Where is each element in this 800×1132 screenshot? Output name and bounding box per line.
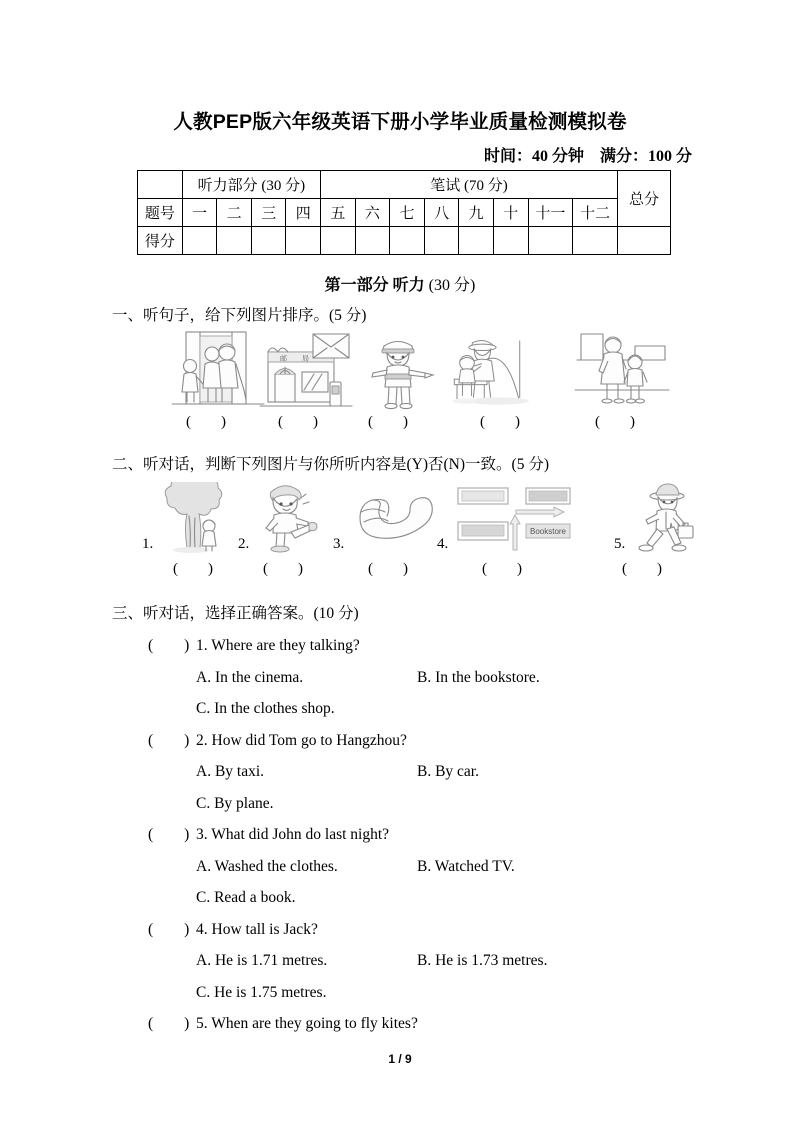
- question-3-answer-bracket[interactable]: ( ): [148, 826, 190, 843]
- question-1-text: 1. Where are they talking?: [196, 637, 360, 654]
- picture-number-3: 3.: [333, 536, 345, 552]
- header-written: 笔试 (70 分): [321, 171, 618, 199]
- section-1-picture-row: [0, 330, 800, 422]
- question-4-options-ab: [0, 945, 800, 977]
- picture-people-at-door: [168, 330, 268, 412]
- part-one-points: (30 分): [428, 277, 476, 294]
- question-4-options-c: [0, 977, 800, 1009]
- sock-icon: [348, 482, 442, 554]
- question-1-option-a[interactable]: A. In the cinema.: [196, 668, 304, 686]
- question-no-9: 九: [459, 199, 494, 227]
- score-cell-12[interactable]: [573, 227, 618, 255]
- question-5-answer-bracket[interactable]: ( ): [148, 1015, 190, 1032]
- boy-kicking-icon: [253, 482, 327, 554]
- picture-item-5: [614, 482, 699, 554]
- score-cell-11[interactable]: [528, 227, 573, 255]
- answer-bracket-5[interactable]: ( ): [595, 414, 635, 430]
- picture-fishing: [447, 330, 547, 412]
- question-3: [0, 819, 800, 914]
- question-1: [0, 630, 800, 725]
- score-cell-8[interactable]: [424, 227, 459, 255]
- question-2-answer-bracket[interactable]: ( ): [148, 731, 190, 749]
- answer-bracket-2[interactable]: ( ): [278, 414, 318, 430]
- question-2-options-ab: [0, 756, 800, 788]
- question-2-option-b[interactable]: B. By car.: [417, 763, 479, 780]
- score-cell-7[interactable]: [390, 227, 425, 255]
- row-label-question-no: 题号: [138, 199, 183, 227]
- svg-text:局: 局: [302, 355, 309, 363]
- picture-number-2: 2.: [238, 536, 250, 552]
- page-number: 1 / 9: [388, 1052, 412, 1066]
- question-3-option-c[interactable]: C. Read a book.: [196, 889, 296, 906]
- answer-bracket-2-5[interactable]: ( ): [622, 561, 662, 577]
- picture-post-office: [256, 330, 356, 412]
- score-table: [137, 170, 671, 255]
- table-row-question-numbers: [138, 199, 671, 227]
- walking-man-icon: [629, 482, 699, 554]
- question-no-11: 十一: [528, 199, 573, 227]
- question-2-option-a[interactable]: A. By taxi.: [196, 763, 265, 780]
- answer-bracket-2-2[interactable]: ( ): [263, 561, 303, 577]
- section-3-heading: 三、听对话，选择正确答案。(10 分): [112, 605, 359, 622]
- question-no-12: 十二: [573, 199, 618, 227]
- question-2: [0, 725, 800, 820]
- bookstore-map-label: Bookstore: [530, 527, 567, 536]
- part-one-title: 第一部分 听力: [324, 277, 425, 294]
- table-row-group-headers: [138, 171, 671, 199]
- exam-meta: [0, 143, 800, 166]
- question-4-option-a[interactable]: A. He is 1.71 metres.: [196, 952, 328, 969]
- question-2-options-c: [0, 788, 800, 820]
- score-cell-total[interactable]: [618, 227, 671, 255]
- question-1-option-c[interactable]: C. In the clothes shop.: [196, 700, 335, 717]
- picture-item-1: [142, 482, 235, 554]
- question-3-options-ab: [0, 851, 800, 883]
- score-cell-5[interactable]: [321, 227, 356, 255]
- question-4-option-c[interactable]: C. He is 1.75 metres.: [196, 983, 327, 1001]
- row-label-score: 得分: [138, 227, 183, 255]
- question-1-option-b[interactable]: B. In the bookstore.: [417, 668, 540, 686]
- question-no-10: 十: [493, 199, 528, 227]
- section-1-heading: 一、听句子，给下列图片排序。(5 分): [112, 307, 367, 324]
- score-cell-2[interactable]: [217, 227, 252, 255]
- question-3-line: [0, 819, 800, 851]
- header-listening: 听力部分 (30 分): [182, 171, 320, 199]
- question-2-text: 2. How did Tom go to Hangzhou?: [196, 731, 407, 749]
- picture-item-3: [333, 482, 442, 554]
- full-score: 满分：100 分: [599, 148, 692, 165]
- question-3-text: 3. What did John do last night?: [196, 826, 390, 843]
- tree-and-girl-icon: [157, 482, 235, 554]
- picture-number-4: 4.: [437, 536, 449, 552]
- table-row-scores: [138, 227, 671, 255]
- question-2-option-c[interactable]: C. By plane.: [196, 794, 274, 812]
- question-no-5: 五: [321, 199, 356, 227]
- question-1-line: [0, 630, 800, 662]
- question-no-4: 四: [286, 199, 321, 227]
- question-no-6: 六: [355, 199, 390, 227]
- question-1-options-c: [0, 693, 800, 725]
- picture-item-4: [437, 482, 572, 554]
- question-4-text: 4. How tall is Jack?: [196, 920, 318, 938]
- bookstore-map-icon: [452, 482, 572, 554]
- header-total: 总分: [618, 171, 671, 227]
- question-1-answer-bracket[interactable]: ( ): [148, 637, 190, 654]
- score-table-container: [137, 170, 671, 255]
- question-no-8: 八: [424, 199, 459, 227]
- score-cell-1[interactable]: [182, 227, 217, 255]
- answer-bracket-2-4[interactable]: ( ): [482, 561, 522, 577]
- answer-bracket-1[interactable]: ( ): [186, 414, 226, 430]
- section-3-questions: [0, 630, 800, 1040]
- part-one-heading: [0, 272, 800, 295]
- question-4-answer-bracket[interactable]: ( ): [148, 920, 190, 938]
- score-cell-4[interactable]: [286, 227, 321, 255]
- score-cell-3[interactable]: [251, 227, 286, 255]
- question-4-line: [0, 914, 800, 946]
- picture-item-2: [238, 482, 327, 554]
- question-no-7: 七: [390, 199, 425, 227]
- section-2-heading: 二、听对话，判断下列图片与你所听内容是(Y)否(N)一致。(5 分): [112, 456, 549, 473]
- picture-mother-and-child-shopping: [573, 330, 673, 412]
- picture-number-5: 5.: [614, 536, 626, 552]
- question-5-line: [0, 1008, 800, 1040]
- question-no-3: 三: [251, 199, 286, 227]
- corner-cell: [138, 171, 183, 199]
- page-title: 人教PEP版六年级英语下册小学毕业质量检测模拟卷: [173, 111, 627, 133]
- answer-bracket-3[interactable]: ( ): [368, 414, 408, 430]
- picture-number-1: 1.: [142, 536, 154, 552]
- score-cell-10[interactable]: [493, 227, 528, 255]
- answer-bracket-2-1[interactable]: ( ): [173, 561, 213, 577]
- question-no-2: 二: [217, 199, 252, 227]
- time-limit: 时间：40 分钟: [483, 148, 584, 165]
- question-3-option-b[interactable]: B. Watched TV.: [417, 857, 515, 875]
- question-5: [0, 1008, 800, 1040]
- score-cell-6[interactable]: [355, 227, 390, 255]
- question-no-1: 一: [182, 199, 217, 227]
- question-4-option-b[interactable]: B. He is 1.73 metres.: [417, 952, 548, 969]
- question-3-option-a[interactable]: A. Washed the clothes.: [196, 857, 338, 875]
- answer-bracket-4[interactable]: ( ): [480, 414, 520, 430]
- score-cell-9[interactable]: [459, 227, 494, 255]
- picture-traffic-police: [352, 330, 452, 412]
- section-2-picture-row: [0, 482, 800, 554]
- question-4: [0, 914, 800, 1009]
- question-2-line: [0, 725, 800, 757]
- answer-bracket-2-3[interactable]: ( ): [368, 561, 408, 577]
- question-3-options-c: [0, 882, 800, 914]
- question-1-options-ab: [0, 662, 800, 694]
- svg-text:邮: 邮: [280, 355, 287, 363]
- question-5-text: 5. When are they going to fly kites?: [196, 1015, 418, 1032]
